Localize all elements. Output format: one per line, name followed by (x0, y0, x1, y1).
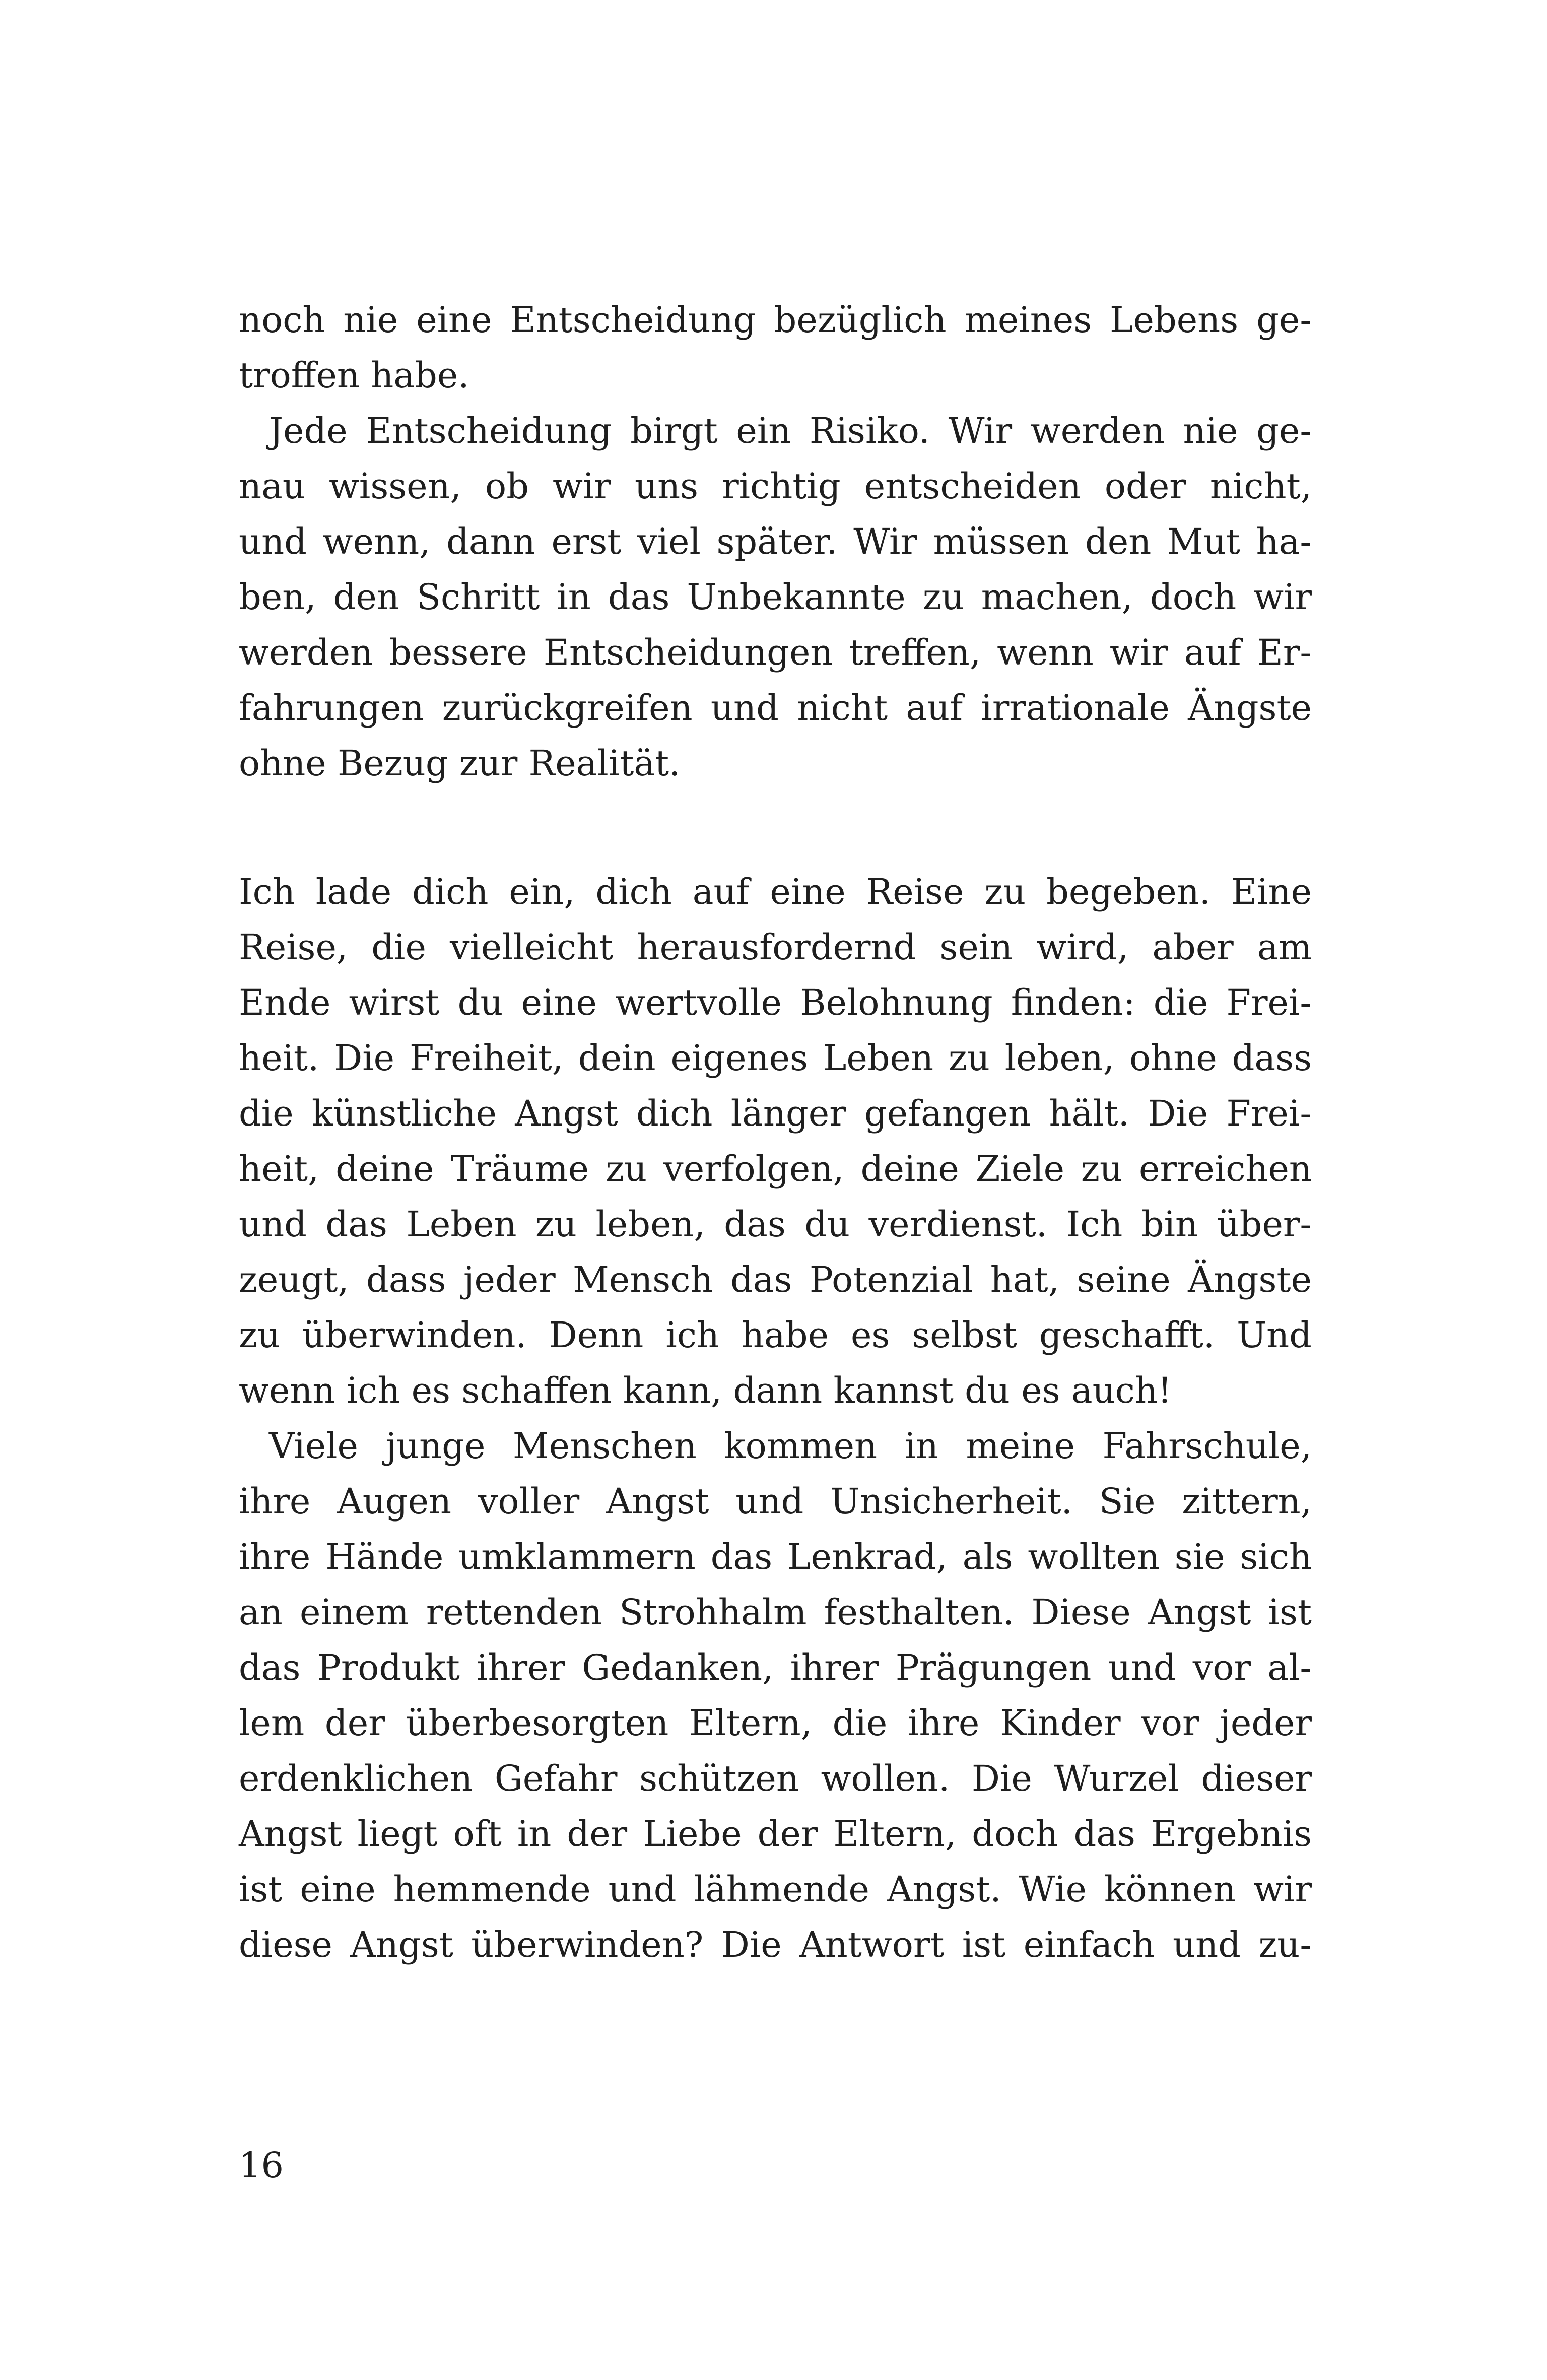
text-line: ihre Hände umklammern das Lenkrad, als wollten sie sich (239, 1536, 1312, 1577)
text-line: zu überwinden. Denn ich habe es selbst geschafft. Und (239, 1314, 1312, 1356)
text-line: ohne Bezug zur Realität. (239, 743, 681, 784)
text-line: Viele junge Menschen kommen in meine Fahrschule, (269, 1425, 1312, 1467)
text-line: an einem rettenden Strohhalm festhalten. Diese Angst ist (239, 1592, 1312, 1633)
text-line: ist eine hemmende und lähmende Angst. Wie können wir (239, 1869, 1312, 1910)
text-line: Reise, die vielleicht herausfordernd sein wird, aber am (239, 927, 1312, 968)
text-line: lem der überbesorgten Eltern, die ihre Kinder vor jeder (239, 1702, 1312, 1744)
page-number: 16 (239, 2145, 284, 2186)
text-line: Angst liegt oft in der Liebe der Eltern, doch das Ergebnis (239, 1813, 1312, 1855)
text-line: Jede Entscheidung birgt ein Risiko. Wir werden nie ge- (269, 410, 1312, 451)
text-line: troffen habe. (239, 355, 469, 396)
text-line: noch nie eine Entscheidung bezüglich meines Lebens ge- (239, 299, 1312, 341)
text-line: die künstliche Angst dich länger gefangen hält. Die Frei- (239, 1093, 1312, 1134)
text-line: heit. Die Freiheit, dein eigenes Leben zu leben, ohne dass (239, 1037, 1312, 1079)
text-block-top (239, 292, 1312, 791)
text-line: wenn ich es schaffen kann, dann kannst du es auch! (239, 1370, 1172, 1411)
text-line: fahrungen zurückgreifen und nicht auf irrationale Ängste (239, 687, 1312, 729)
text-line: das Produkt ihrer Gedanken, ihrer Prägungen und vor al- (239, 1647, 1312, 1688)
text-line: Ende wirst du eine wertvolle Belohnung finden: die Frei- (239, 982, 1312, 1023)
text-line: ben, den Schritt in das Unbekannte zu machen, doch wir (239, 576, 1312, 618)
text-line: erdenklichen Gefahr schützen wollen. Die Wurzel dieser (239, 1758, 1312, 1799)
text-line: zeugt, dass jeder Mensch das Potenzial hat, seine Ängste (239, 1259, 1312, 1300)
text-line: und wenn, dann erst viel später. Wir müssen den Mut ha- (239, 521, 1312, 562)
text-line: diese Angst überwinden? Die Antwort ist einfach und zu- (239, 1924, 1312, 1965)
text-line: heit, deine Träume zu verfolgen, deine Ziele zu erreichen (239, 1148, 1312, 1189)
text-line: und das Leben zu leben, das du verdienst. Ich bin über- (239, 1204, 1312, 1245)
text-line: Ich lade dich ein, dich auf eine Reise zu begeben. Eine (239, 871, 1312, 912)
text-line: werden bessere Entscheidungen treffen, wenn wir auf Er- (239, 632, 1312, 673)
text-line: ihre Augen voller Angst und Unsicherheit. Sie zittern, (239, 1481, 1312, 1522)
text-block-bottom (239, 864, 1312, 1972)
text-line: nau wissen, ob wir uns richtig entscheiden oder nicht, (239, 466, 1312, 507)
